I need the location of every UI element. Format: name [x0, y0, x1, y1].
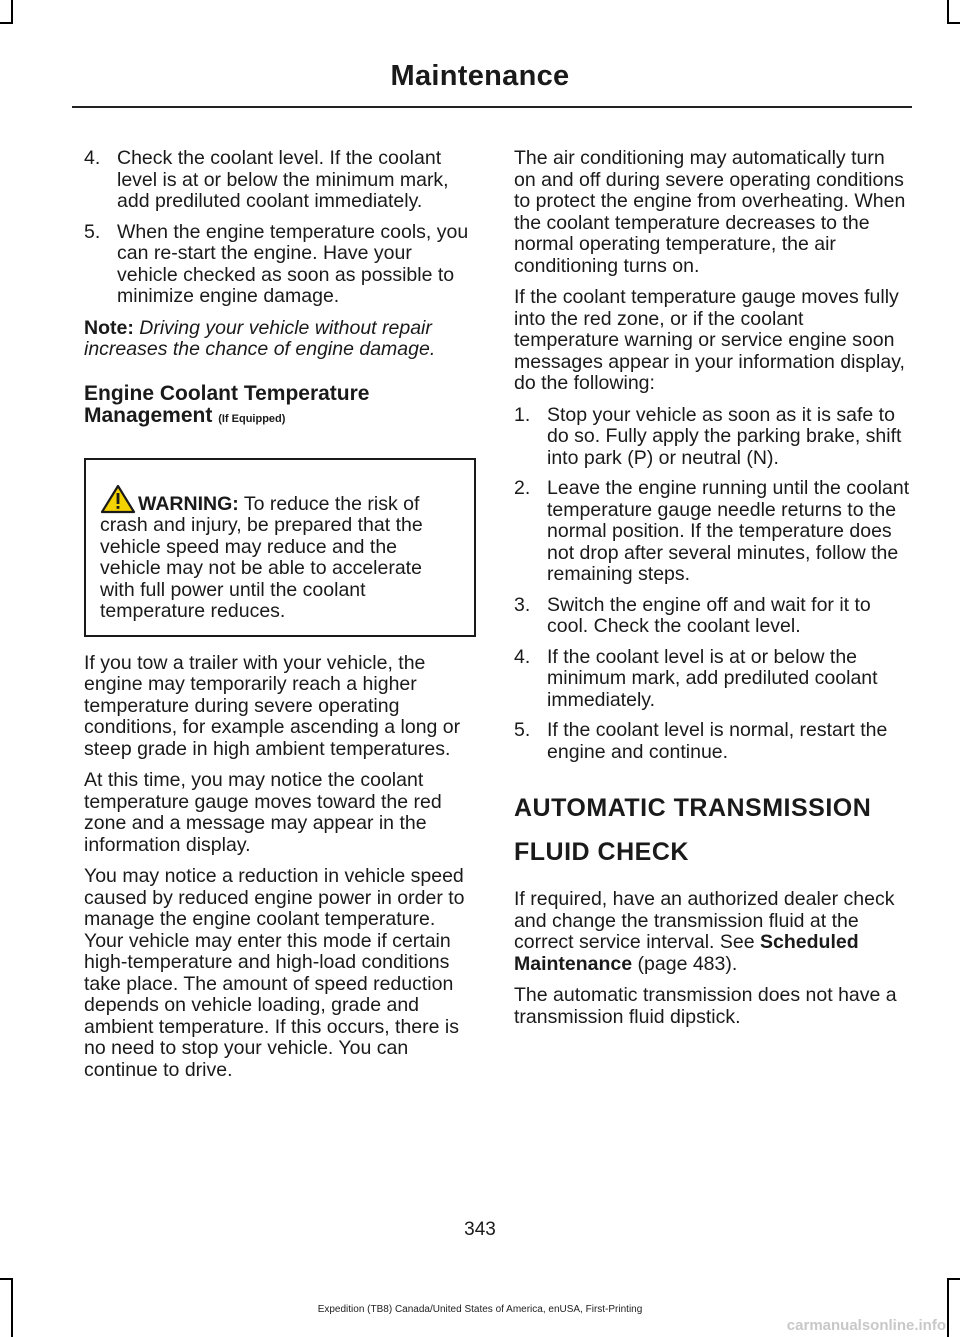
- paragraph-text: If required, have an authorized dealer check and change the transmission fluid at the correct service interval. See: [514, 888, 895, 953]
- right-step-list: [514, 405, 910, 764]
- crop-mark: [0, 1278, 13, 1280]
- subsection-heading: [84, 383, 476, 430]
- warning-box: [84, 458, 476, 637]
- step-number: 3.: [514, 593, 531, 616]
- section-heading: [514, 793, 910, 867]
- watermark: carmanualsonline.info: [786, 1317, 946, 1334]
- list-item: [514, 647, 910, 712]
- step-text: Switch the engine off and wait for it to cool. Check the coolant level.: [547, 593, 871, 637]
- page-number: 343: [464, 1219, 496, 1240]
- step-text: If the coolant level is normal, restart the engine and continue.: [547, 719, 888, 763]
- step-number: 5.: [84, 220, 101, 243]
- subsection-heading-line1: Engine Coolant Temperature: [84, 381, 370, 405]
- page-title: Maintenance: [390, 60, 570, 92]
- header-divider: [72, 106, 912, 108]
- paragraph: The air conditioning may automatically turn on and off during severe operating conditions to protect the engine from overheating. When the coolant temperature decreases to the normal operating temperature, the air conditioning turns on.: [514, 147, 906, 277]
- crop-mark: [0, 22, 13, 24]
- list-item: [514, 405, 910, 470]
- list-item: [84, 148, 476, 213]
- step-text: Check the coolant level. If the coolant level is at or below the minimum mark, add prediluted coolant immediately.: [117, 147, 449, 212]
- step-text: If the coolant level is at or below the minimum mark, add prediluted coolant immediately.: [547, 645, 878, 711]
- note-text: Driving your vehicle without repair increases the chance of engine damage.: [84, 316, 436, 360]
- subsection-heading-line2: Management: [84, 403, 213, 427]
- step-text: Leave the engine running until the coolant temperature gauge needle returns to the normal position. If the temperature does not drop after several minutes, follow the remaining steps.: [547, 477, 910, 585]
- step-number: 4.: [514, 645, 531, 668]
- left-step-list: [84, 148, 476, 308]
- list-item: [84, 222, 476, 308]
- warning-triangle-icon: [100, 493, 138, 515]
- warning-label: WARNING:: [138, 492, 239, 515]
- paragraph: The automatic transmission does not have a transmission fluid dipstick.: [514, 984, 897, 1028]
- step-text: When the engine temperature cools, you can re-start the engine. Have your vehicle checked as soon as possible to minimize engine damage.: [117, 220, 469, 307]
- paragraph: If you tow a trailer with your vehicle, the engine may temporarily reach a higher temperature during severe operating conditions, for example ascending a long or steep grade in high ambient temperatures.: [84, 651, 461, 760]
- paragraph: You may notice a reduction in vehicle speed caused by reduced engine power in order to manage the engine coolant temperature. Your vehicle may enter this mode if certain high-temperature and high-load conditions take place. The amount of speed reduction depends on vehicle loading, grade and ambient temperature. If this occurs, there is no need to stop your vehicle. You can continue to drive.: [84, 865, 465, 1081]
- note-label: Note:: [84, 316, 134, 339]
- warning-text: To reduce the risk of crash and injury, be prepared that the vehicle speed may reduce and the vehicle may not be able to accelerate with full power until the coolant temperature reduces.: [100, 492, 423, 622]
- crop-mark: [947, 1278, 960, 1280]
- list-item: [514, 478, 910, 586]
- crop-mark: [947, 0, 949, 22]
- list-item: [514, 720, 910, 763]
- cross-reference-link[interactable]: Scheduled Maintenance: [514, 931, 859, 975]
- footer-text: Expedition (TB8) Canada/United States of America, enUSA, First-Printing: [317, 1304, 643, 1315]
- section-heading-line2: FLUID CHECK: [514, 838, 689, 866]
- note: [84, 318, 476, 361]
- equipped-tag: (If Equipped): [218, 412, 286, 425]
- paragraph: At this time, you may notice the coolant temperature gauge moves toward the red zone and a message may appear in the information display.: [84, 769, 442, 856]
- crop-mark: [11, 0, 13, 22]
- crop-mark: [947, 22, 960, 24]
- paragraph: [514, 889, 910, 975]
- step-text: Stop your vehicle as soon as it is safe to do so. Fully apply the parking brake, shift into park (P) or neutral (N).: [547, 403, 902, 469]
- paragraph: If the coolant temperature gauge moves fully into the red zone, or if the coolant temperature warning or service engine soon messages appear in your information display, do the following:: [514, 286, 905, 394]
- right-column: [514, 148, 910, 1038]
- list-item: [514, 595, 910, 638]
- left-column: [84, 148, 476, 1091]
- page-reference: (page 483).: [637, 952, 738, 975]
- section-heading-line1: AUTOMATIC TRANSMISSION: [514, 794, 872, 822]
- step-number: 4.: [84, 147, 101, 169]
- step-number: 1.: [514, 403, 531, 426]
- step-number: 2.: [514, 477, 531, 499]
- step-number: 5.: [514, 719, 531, 741]
